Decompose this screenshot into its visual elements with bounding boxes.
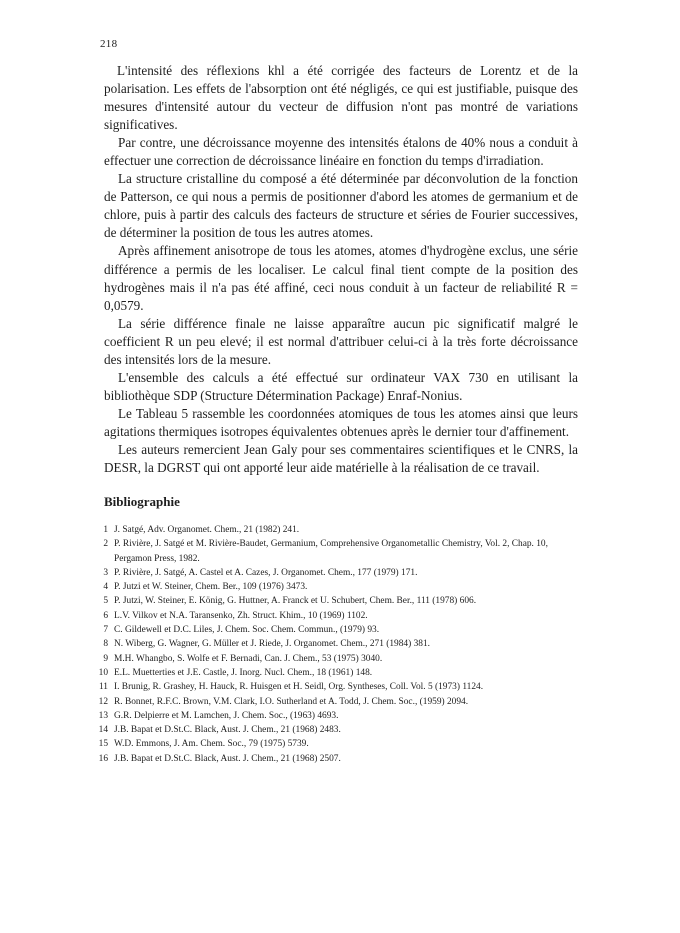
reference-number: 11 [98,682,108,693]
reference-item [98,737,584,751]
reference-text: J.B. Bapat et D.St.C. Black, Aust. J. Chem., 21 (1968) 2507. [114,753,341,764]
reference-number: 7 [103,625,108,636]
paragraph: La série différence finale ne laisse apparaître aucun pic significatif malgré le coefficient R un peu elevé; il est normal d'attribuer celui-ci à la très forte décroissance des intensités lors de la mesure. [104,315,578,367]
reference-number: 8 [103,639,108,650]
reference-text: P. Rivière, J. Satgé, A. Castel et A. Cazes, J. Organomet. Chem., 177 (1979) 171. [114,567,418,578]
reference-number: 16 [98,753,108,764]
reference-item [104,609,584,623]
reference-item [104,637,584,651]
reference-item [104,652,584,666]
paragraph: Les auteurs remercient Jean Galy pour ses commentaires scientifiques et le CNRS, la DESR, la DGRST qui ont apporté leur aide matérielle à la réalisation de ce travail. [104,441,578,476]
reference-number: 5 [103,596,108,607]
reference-text: R. Bonnet, R.F.C. Brown, V.M. Clark, I.O. Sutherland et A. Todd, J. Chem. Soc., (1959) 2094. [114,696,469,707]
reference-number: 1 [103,525,108,535]
paragraph: L'ensemble des calculs a été effectué sur ordinateur VAX 730 en utilisant la bibliothèque SDP (Structure Détermination Package) Enraf-Nonius. [104,369,578,403]
reference-text: C. Gildewell et D.C. Liles, J. Chem. Soc. Chem. Commun., (1979) 93. [114,625,380,636]
paragraph: Le Tableau 5 rassemble les coordonnées atomiques de tous les atomes ainsi que leurs agitations thermiques isotropes équivalentes obtenues après le dernier tour d'affinement. [104,405,578,439]
bibliography-heading: Bibliographie [104,494,180,509]
reference-number: 4 [103,582,108,593]
reference-item [104,623,584,637]
reference-text: P. Jutzi et W. Steiner, Chem. Ber., 109 (1976) 3473. [114,582,308,593]
paragraph: L'intensité des réflexions khl a été corrigée des facteurs de Lorentz et de la polarisation. Les effets de l'absorption ont été négligés, ce qui est justifiable, puisque des mesures d'intensité autour du vecteur de diffusion n'ont pas montré de variations significatives. [104,63,578,133]
reference-number: 3 [103,567,108,578]
reference-text: P. Rivière, J. Satgé et M. Rivière-Baudet, Germanium, Comprehensive Organometallic Chemistry, Vol. 2, Chap. 10, Pergamon Press, 1982. [114,539,548,564]
reference-text: E.L. Muetterties et J.E. Castle, J. Inorg. Nucl. Chem., 18 (1961) 148. [114,667,373,678]
reference-item [98,666,584,680]
paragraph: Après affinement anisotrope de tous les atomes, atomes d'hydrogène exclus, une série différence a permis de les localiser. Le calcul final tient compte de la position des hydrogènes mais il n'a pas été affiné, ceci nous conduit à un facteur de reliabilité R = 0,0579. [104,243,578,313]
reference-item [98,680,584,694]
paragraph: La structure cristalline du composé a été déterminée par déconvolution de la fonction de Patterson, ce qui nous a permis de positionner d'abord les atomes de germanium et de chlore, puis à partir des calculs des facteurs de structure et séries de Fourier successives, de déterminer la position de tous les autres atomes. [104,171,578,241]
reference-item [104,537,584,566]
reference-text: J.B. Bapat et D.St.C. Black, Aust. J. Chem., 21 (1968) 2483. [114,725,341,736]
reference-number: 9 [103,653,108,664]
reference-item [104,594,584,608]
reference-text: P. Jutzi, W. Steiner, E. König, G. Huttner, A. Franck et U. Schubert, Chem. Ber., 111 (1978) 606. [114,596,477,607]
reference-text: W.D. Emmons, J. Am. Chem. Soc., 79 (1975) 5739. [114,739,309,750]
reference-text: L.V. Vilkov et N.A. Taransenko, Zh. Struct. Khim., 10 (1969) 1102. [114,610,368,621]
reference-text: I. Brunig, R. Grashey, H. Hauck, R. Huisgen et H. Seidl, Org. Syntheses, Coll. Vol. 5 (1973) 1124. [114,682,484,693]
reference-number: 14 [98,725,108,736]
reference-number: 12 [98,696,108,707]
reference-text: G.R. Delpierre et M. Lamchen, J. Chem. Soc., (1963) 4693. [114,710,339,721]
reference-item [98,709,584,723]
reference-item [104,523,584,537]
reference-number: 13 [98,710,108,721]
reference-text: J. Satgé, Adv. Organomet. Chem., 21 (1982) 241. [114,525,300,535]
reference-number: 10 [98,667,108,678]
reference-number: 6 [103,610,108,621]
paragraph: Par contre, une décroissance moyenne des intensités étalons de 40% nous a conduit à effectuer une correction de décroissance linéaire en fonction du temps d'irradiation. [104,135,578,169]
reference-item [104,566,584,580]
reference-list [98,523,584,766]
page-number: 218 [100,38,118,50]
body-text [104,62,578,477]
reference-number: 2 [103,539,108,550]
reference-item [98,723,584,737]
reference-text: N. Wiberg, G. Wagner, G. Müller et J. Riede, J. Organomet. Chem., 271 (1984) 381. [114,639,430,650]
reference-item [104,580,584,594]
reference-text: M.H. Whangbo, S. Wolfe et F. Bernadi, Can. J. Chem., 53 (1975) 3040. [114,653,383,664]
reference-item [98,695,584,709]
reference-item [98,752,584,766]
reference-number: 15 [98,739,108,750]
